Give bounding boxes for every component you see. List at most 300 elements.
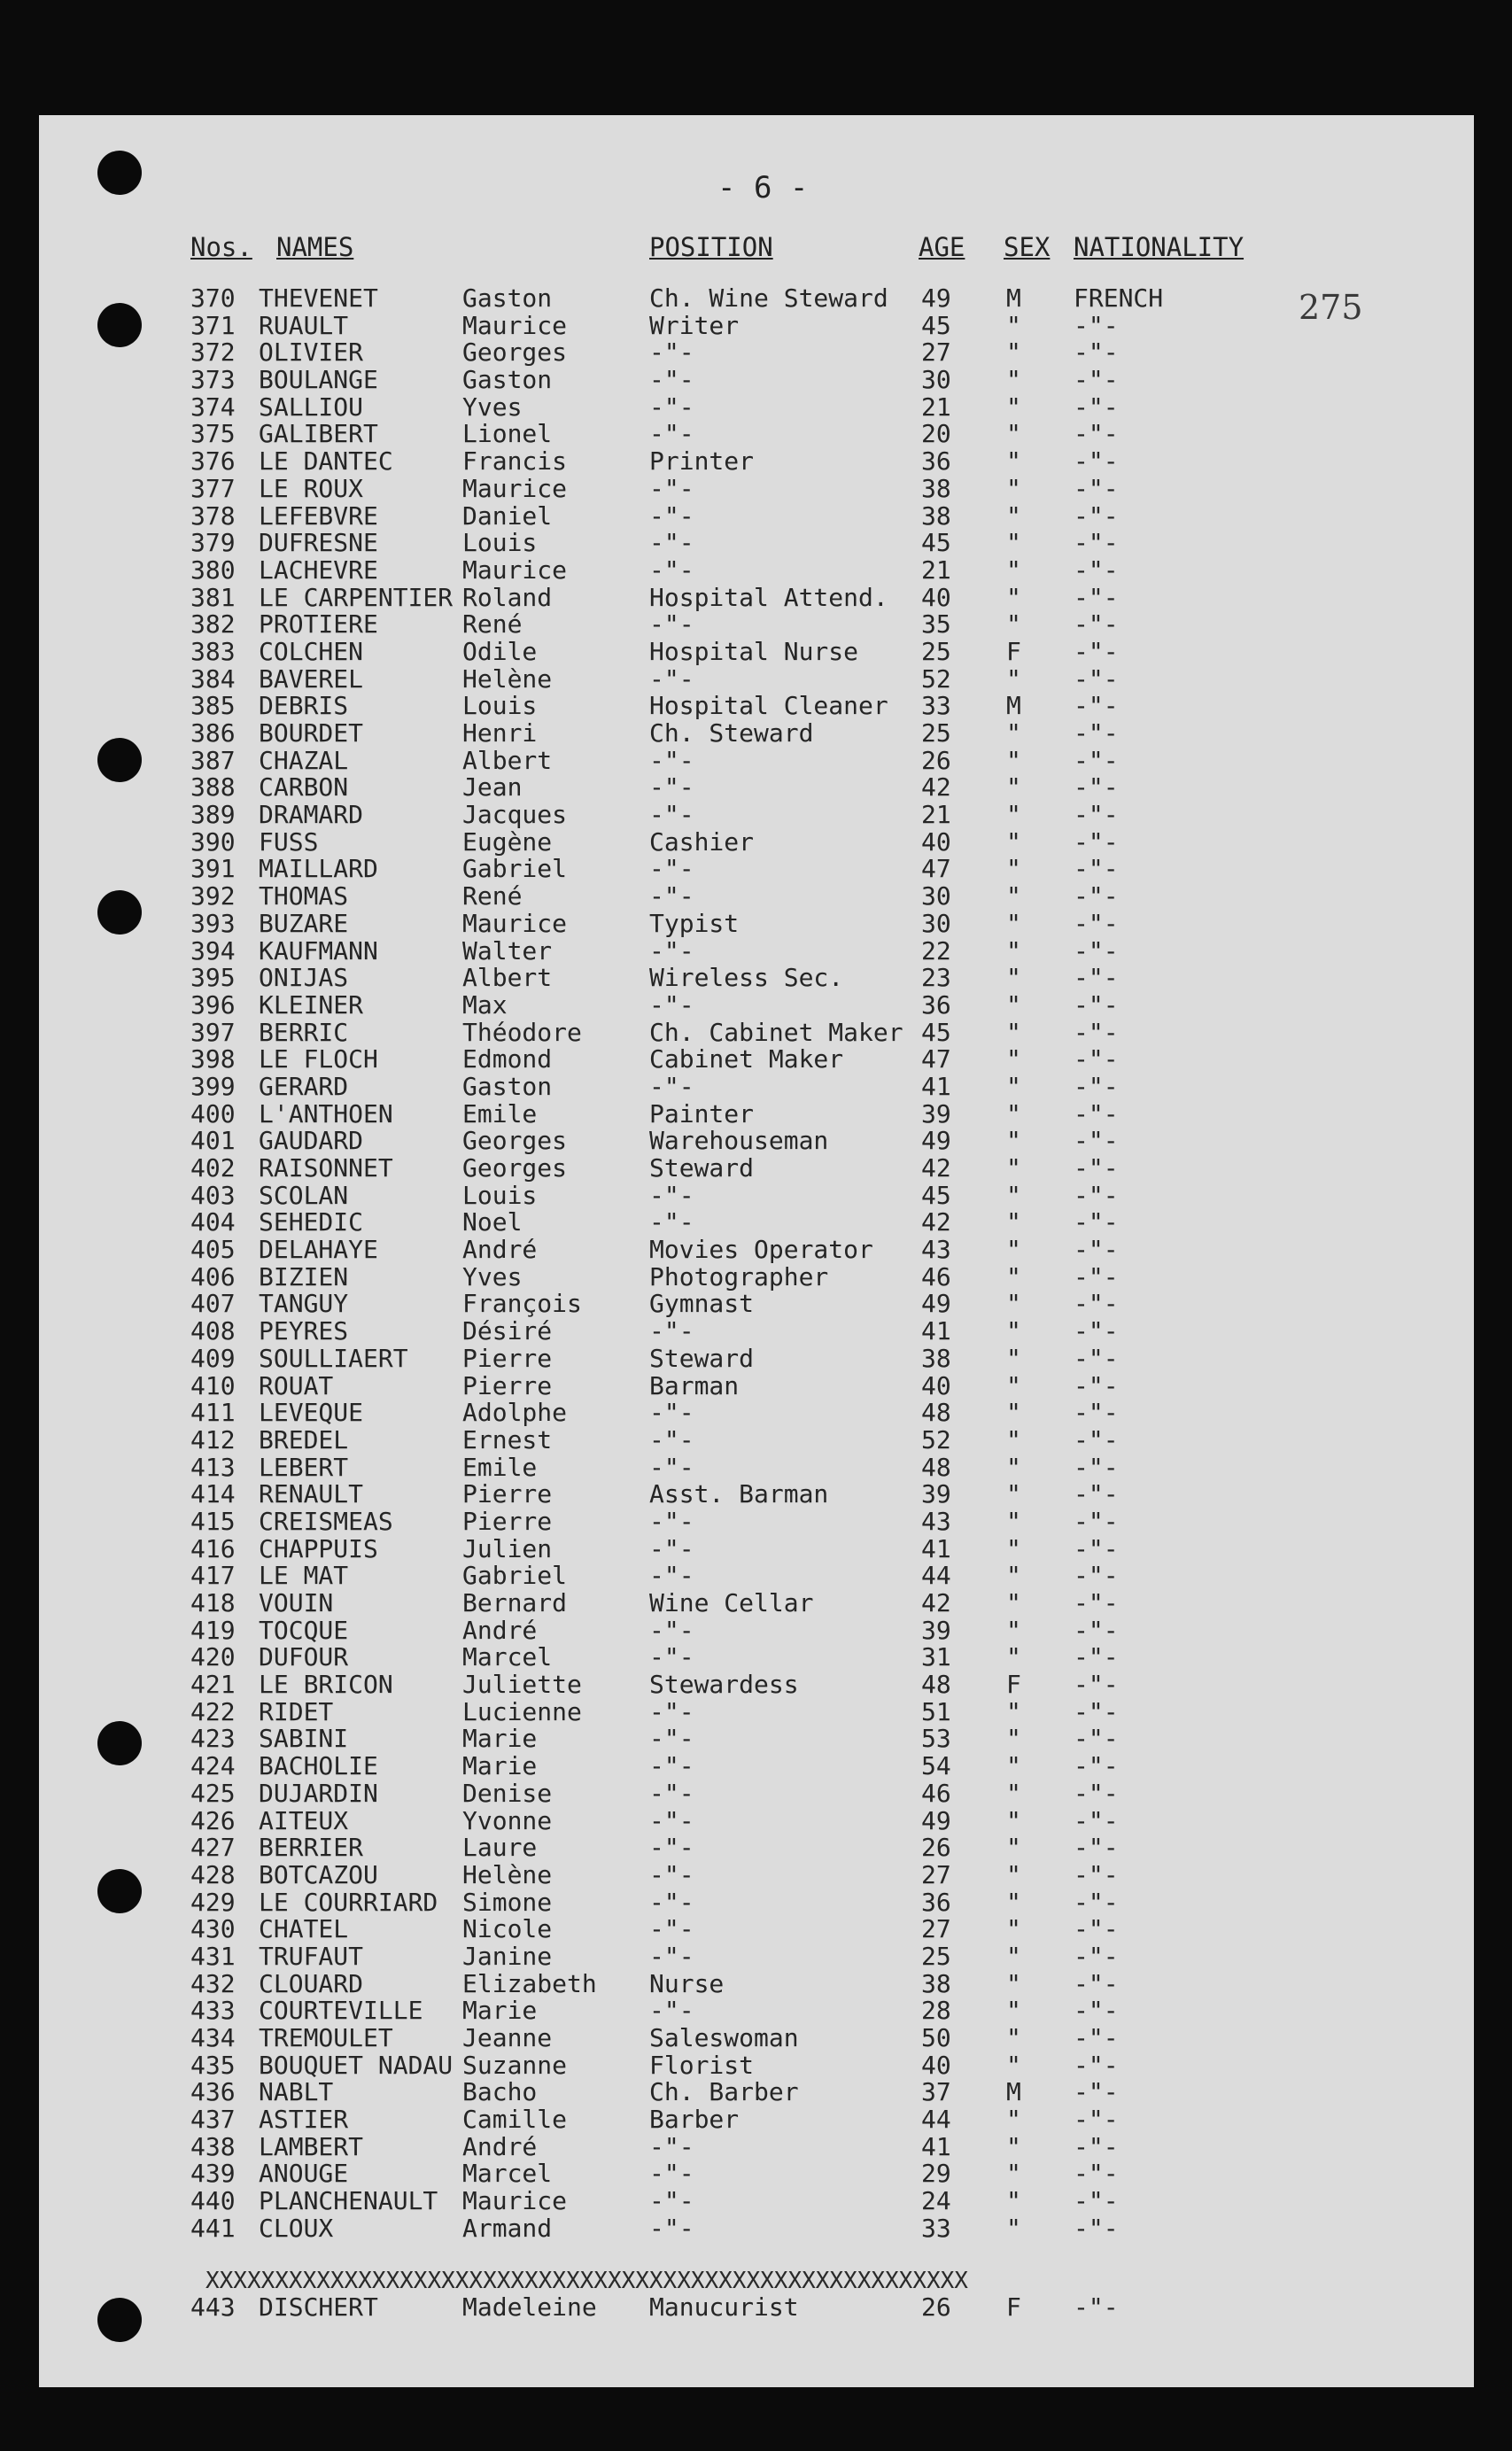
table-row [0, 1590, 1512, 1617]
row-number: 406 [190, 1261, 236, 1291]
row-sex: " [1006, 310, 1021, 340]
row-surname: LE BRICON [259, 1670, 393, 1700]
table-row [0, 339, 1512, 367]
row-nationality: -"- [1074, 2023, 1119, 2052]
row-position: -"- [649, 1207, 694, 1237]
row-nationality: -"- [1074, 1588, 1119, 1617]
row-sex: " [1006, 1071, 1021, 1101]
row-sex: " [1006, 555, 1021, 585]
row-sex: F [1006, 636, 1021, 666]
row-age: 38 [921, 500, 951, 531]
row-surname: DELAHAYE [259, 1235, 378, 1265]
row-position: -"- [649, 500, 694, 531]
row-nationality: -"- [1074, 826, 1119, 857]
row-first-name: Pierre [462, 1370, 553, 1400]
row-first-name: Juliette [462, 1670, 582, 1700]
row-position: -"- [649, 1506, 694, 1536]
row-number: 404 [190, 1207, 236, 1237]
row-first-name: Noel [462, 1207, 523, 1237]
row-number: 417 [190, 1561, 236, 1591]
row-nationality: -"- [1074, 2213, 1119, 2243]
table-row [0, 421, 1512, 448]
row-nationality: -"- [1074, 935, 1119, 966]
row-surname: LE CARPENTIER [259, 582, 454, 612]
row-age: 26 [921, 2292, 951, 2322]
table-row [0, 1617, 1512, 1645]
row-first-name: Janine [462, 1941, 553, 1971]
row-sex: M [1006, 691, 1021, 721]
row-sex: " [1006, 1398, 1021, 1428]
row-position: Typist [649, 908, 740, 938]
row-age: 40 [921, 826, 951, 857]
row-position: Florist [649, 2050, 755, 2080]
row-nationality: -"- [1074, 2159, 1119, 2189]
row-nationality: -"- [1074, 1805, 1119, 1835]
row-age: 52 [921, 663, 951, 694]
row-sex: " [1006, 1887, 1021, 1917]
row-number: 410 [190, 1370, 236, 1400]
row-first-name: Albert [462, 963, 553, 993]
row-age: 42 [921, 772, 951, 803]
row-first-name: Louis [462, 691, 538, 721]
row-number: 391 [190, 854, 236, 884]
row-nationality: -"- [1074, 745, 1119, 775]
row-number: 422 [190, 1696, 236, 1726]
row-first-name: Camille [462, 2105, 568, 2135]
row-position: Printer [649, 446, 755, 477]
row-sex: " [1006, 1452, 1021, 1482]
table-row [0, 1017, 1512, 1047]
row-sex: " [1006, 1098, 1021, 1129]
row-age: 21 [921, 555, 951, 585]
table-row [0, 1128, 1512, 1155]
row-nationality: -"- [1074, 1996, 1119, 2026]
row-first-name: Gabriel [462, 854, 568, 884]
row-age: 27 [921, 337, 951, 368]
row-first-name: Walter [462, 935, 553, 966]
row-nationality: -"- [1074, 2292, 1119, 2322]
table-row [0, 1943, 1512, 1971]
row-number: 385 [190, 691, 236, 721]
row-number: 408 [190, 1316, 236, 1346]
row-first-name: Julien [462, 1533, 553, 1563]
row-first-name: Maurice [462, 473, 568, 503]
table-row [0, 636, 1512, 666]
row-number: 431 [190, 1941, 236, 1971]
row-nationality: -"- [1074, 419, 1119, 449]
row-sex: " [1006, 1316, 1021, 1346]
row-position: -"- [649, 1696, 694, 1726]
row-sex: " [1006, 1859, 1021, 1889]
row-position: Gymnast [649, 1289, 755, 1319]
row-nationality: -"- [1074, 908, 1119, 938]
row-sex: " [1006, 365, 1021, 395]
table-row [0, 310, 1512, 340]
row-number: 396 [190, 989, 236, 1020]
header-sex: SEX [1004, 232, 1051, 262]
row-number: 436 [190, 2077, 236, 2107]
row-number: 399 [190, 1071, 236, 1101]
row-position: Barman [649, 1370, 740, 1400]
row-surname: LEVEQUE [259, 1398, 364, 1428]
row-number: 374 [190, 392, 236, 422]
table-row [0, 908, 1512, 938]
row-surname: LE FLOCH [259, 1044, 378, 1074]
table-row [0, 1696, 1512, 1726]
row-surname: CLOUARD [259, 1968, 364, 1998]
row-number: 432 [190, 1968, 236, 1998]
row-age: 36 [921, 1887, 951, 1917]
row-surname: NABLT [259, 2077, 334, 2107]
table-row [0, 1533, 1512, 1563]
row-position: Cashier [649, 826, 755, 857]
table-row [0, 394, 1512, 422]
row-position: -"- [649, 1833, 694, 1863]
table-row [0, 663, 1512, 694]
row-position: -"- [649, 935, 694, 966]
row-age: 46 [921, 1261, 951, 1291]
row-nationality: -"- [1074, 1615, 1119, 1645]
row-age: 49 [921, 283, 951, 313]
row-first-name: Armand [462, 2213, 553, 2243]
row-sex: " [1006, 1533, 1021, 1563]
row-sex: " [1006, 1370, 1021, 1400]
row-age: 26 [921, 1833, 951, 1863]
table-row [0, 1291, 1512, 1318]
row-sex: " [1006, 609, 1021, 640]
row-number: 419 [190, 1615, 236, 1645]
row-surname: SALLIOU [259, 392, 364, 422]
row-sex: " [1006, 1996, 1021, 2026]
row-sex: " [1006, 2131, 1021, 2161]
row-surname: DUJARDIN [259, 1778, 378, 1808]
row-surname: CREISMEAS [259, 1506, 393, 1536]
row-nationality: -"- [1074, 365, 1119, 395]
row-sex: " [1006, 1343, 1021, 1373]
row-nationality: -"- [1074, 1180, 1119, 1210]
header-position: POSITION [649, 232, 773, 262]
table-row [0, 2052, 1512, 2080]
row-nationality: -"- [1074, 1071, 1119, 1101]
row-first-name: Maurice [462, 555, 568, 585]
row-surname: THEVENET [259, 283, 378, 313]
table-row [0, 1261, 1512, 1291]
row-surname: COURTEVILLE [259, 1996, 423, 2026]
row-sex: " [1006, 1968, 1021, 1998]
row-number: 370 [190, 283, 236, 313]
row-position: Hospital Attend. [649, 582, 888, 612]
row-first-name: Théodore [462, 1017, 582, 1047]
row-number: 389 [190, 800, 236, 830]
row-sex: " [1006, 772, 1021, 803]
row-age: 41 [921, 1533, 951, 1563]
row-sex: " [1006, 935, 1021, 966]
row-age: 33 [921, 2213, 951, 2243]
row-nationality: -"- [1074, 1153, 1119, 1183]
table-row [0, 285, 1512, 313]
row-position: Warehouseman [649, 1126, 829, 1156]
row-first-name: Adolphe [462, 1398, 568, 1428]
row-sex: " [1006, 582, 1021, 612]
row-age: 44 [921, 2105, 951, 2135]
row-first-name: Maurice [462, 908, 568, 938]
row-sex: " [1006, 963, 1021, 993]
row-number: 394 [190, 935, 236, 966]
table-row [0, 1726, 1512, 1753]
row-age: 36 [921, 989, 951, 1020]
row-surname: TOCQUE [259, 1615, 349, 1645]
row-nationality: -"- [1074, 963, 1119, 993]
row-position: Ch. Cabinet Maker [649, 1017, 903, 1047]
row-position: -"- [649, 1941, 694, 1971]
row-first-name: Maurice [462, 2186, 568, 2216]
table-row [0, 1454, 1512, 1482]
row-surname: LAMBERT [259, 2131, 364, 2161]
row-position: -"- [649, 337, 694, 368]
table-row [0, 2025, 1512, 2052]
row-surname: L'ANTHOEN [259, 1098, 393, 1129]
crew-list [0, 285, 1512, 2243]
row-sex: " [1006, 392, 1021, 422]
row-first-name: Roland [462, 582, 553, 612]
row-first-name: Albert [462, 745, 553, 775]
row-number: 376 [190, 446, 236, 477]
row-nationality: -"- [1074, 1017, 1119, 1047]
row-position: -"- [649, 1398, 694, 1428]
row-nationality: -"- [1074, 582, 1119, 612]
row-position: -"- [649, 1615, 694, 1645]
row-surname: ANOUGE [259, 2159, 349, 2189]
table-row [0, 1506, 1512, 1536]
row-first-name: Bacho [462, 2077, 538, 2107]
row-first-name: Marcel [462, 2159, 553, 2189]
row-sex: " [1006, 1153, 1021, 1183]
row-number: 429 [190, 1887, 236, 1917]
row-number: 439 [190, 2159, 236, 2189]
row-sex: " [1006, 1261, 1021, 1291]
table-row [0, 693, 1512, 720]
row-position: -"- [649, 2131, 694, 2161]
row-nationality: FRENCH [1074, 283, 1164, 313]
row-nationality: -"- [1074, 1398, 1119, 1428]
row-number: 428 [190, 1859, 236, 1889]
row-first-name: André [462, 2131, 538, 2161]
row-surname: CARBON [259, 772, 349, 803]
row-first-name: Pierre [462, 1479, 553, 1509]
row-sex: " [1006, 1588, 1021, 1617]
row-nationality: -"- [1074, 1343, 1119, 1373]
row-sex: " [1006, 1724, 1021, 1754]
row-sex: " [1006, 1479, 1021, 1509]
row-position: -"- [649, 1805, 694, 1835]
row-position: Stewardess [649, 1670, 799, 1700]
row-first-name: Pierre [462, 1506, 553, 1536]
row-age: 22 [921, 935, 951, 966]
row-number: 379 [190, 528, 236, 558]
row-nationality: -"- [1074, 1670, 1119, 1700]
row-nationality: -"- [1074, 1642, 1119, 1672]
row-sex: " [1006, 1696, 1021, 1726]
row-number: 380 [190, 555, 236, 585]
row-position: Wireless Sec. [649, 963, 844, 993]
row-number: 401 [190, 1126, 236, 1156]
row-sex: " [1006, 1778, 1021, 1808]
row-age: 30 [921, 908, 951, 938]
row-surname: THOMAS [259, 881, 349, 911]
row-sex: " [1006, 419, 1021, 449]
table-row [0, 1370, 1512, 1400]
row-surname: RENAULT [259, 1479, 364, 1509]
row-age: 40 [921, 2050, 951, 2080]
row-first-name: Daniel [462, 500, 553, 531]
row-number: 437 [190, 2105, 236, 2135]
table-row [0, 856, 1512, 883]
row-age: 38 [921, 1968, 951, 1998]
row-number: 440 [190, 2186, 236, 2216]
row-first-name: Marcel [462, 1642, 553, 1672]
row-sex: " [1006, 1914, 1021, 1944]
row-number: 382 [190, 609, 236, 640]
row-surname: CLOUX [259, 2213, 334, 2243]
row-number: 383 [190, 636, 236, 666]
row-sex: " [1006, 854, 1021, 884]
row-sex: " [1006, 1289, 1021, 1319]
row-surname: BOTCAZOU [259, 1859, 378, 1889]
row-number: 416 [190, 1533, 236, 1563]
row-number: 387 [190, 745, 236, 775]
row-first-name: Helène [462, 663, 553, 694]
row-surname: DISCHERT [259, 2292, 378, 2322]
table-row [0, 1889, 1512, 1917]
row-age: 45 [921, 310, 951, 340]
row-surname: GAUDARD [259, 1126, 364, 1156]
row-position: -"- [649, 1452, 694, 1482]
row-nationality: -"- [1074, 337, 1119, 368]
table-row [0, 965, 1512, 992]
row-nationality: -"- [1074, 800, 1119, 830]
row-first-name: Gaston [462, 283, 553, 313]
row-age: 49 [921, 1126, 951, 1156]
table-row [0, 1997, 1512, 2025]
row-number: 373 [190, 365, 236, 395]
row-number: 390 [190, 826, 236, 857]
table-row [0, 2160, 1512, 2188]
row-first-name: Simone [462, 1887, 553, 1917]
row-position: -"- [649, 1533, 694, 1563]
row-position: -"- [649, 528, 694, 558]
row-first-name: Gaston [462, 365, 553, 395]
row-age: 25 [921, 718, 951, 748]
row-number: 402 [190, 1153, 236, 1183]
row-surname: TRUFAUT [259, 1941, 364, 1971]
row-first-name: Edmond [462, 1044, 553, 1074]
table-row [0, 802, 1512, 829]
table-row [0, 1237, 1512, 1264]
row-nationality: -"- [1074, 1452, 1119, 1482]
row-surname: BAVEREL [259, 663, 364, 694]
row-sex: M [1006, 283, 1021, 313]
table-row [0, 1916, 1512, 1943]
row-sex: " [1006, 1833, 1021, 1863]
row-nationality: -"- [1074, 1235, 1119, 1265]
row-surname: DEBRIS [259, 691, 349, 721]
row-age: 39 [921, 1479, 951, 1509]
row-surname: BACHOLIE [259, 1751, 378, 1781]
row-sex: F [1006, 2292, 1021, 2322]
row-age: 25 [921, 1941, 951, 1971]
row-number: 386 [190, 718, 236, 748]
row-sex: " [1006, 1751, 1021, 1781]
row-position: Hospital Nurse [649, 636, 859, 666]
row-surname: BREDEL [259, 1424, 349, 1454]
row-surname: PLANCHENAULT [259, 2186, 438, 2216]
row-surname: LEBERT [259, 1452, 349, 1482]
row-position: -"- [649, 1996, 694, 2026]
row-sex: " [1006, 2159, 1021, 2189]
row-age: 39 [921, 1098, 951, 1129]
row-position: -"- [649, 800, 694, 830]
row-nationality: -"- [1074, 392, 1119, 422]
row-nationality: -"- [1074, 2050, 1119, 2080]
row-position: -"- [649, 989, 694, 1020]
row-nationality: -"- [1074, 310, 1119, 340]
row-age: 48 [921, 1452, 951, 1482]
row-surname: BOULANGE [259, 365, 378, 395]
row-nationality: -"- [1074, 1098, 1119, 1129]
row-surname: RUAULT [259, 310, 349, 340]
row-age: 52 [921, 1424, 951, 1454]
row-nationality: -"- [1074, 1289, 1119, 1319]
row-age: 29 [921, 2159, 951, 2189]
last-entry [0, 2294, 1512, 2322]
row-surname: BERRIER [259, 1833, 364, 1863]
table-row [0, 1424, 1512, 1454]
row-first-name: Yvonne [462, 1805, 553, 1835]
table-row [0, 745, 1512, 775]
row-age: 30 [921, 365, 951, 395]
row-sex: " [1006, 2105, 1021, 2135]
table-row [0, 582, 1512, 612]
row-first-name: Laure [462, 1833, 538, 1863]
row-age: 43 [921, 1235, 951, 1265]
header-nos: Nos. [190, 232, 252, 262]
row-surname: BOURDET [259, 718, 364, 748]
row-first-name: Helène [462, 1859, 553, 1889]
row-age: 27 [921, 1914, 951, 1944]
table-row [0, 2131, 1512, 2161]
table-row [0, 935, 1512, 966]
row-number: 438 [190, 2131, 236, 2161]
row-number: 371 [190, 310, 236, 340]
table-row [0, 1968, 1512, 1998]
row-first-name: Lionel [462, 419, 553, 449]
table-row [0, 883, 1512, 911]
header-age: AGE [919, 232, 965, 262]
row-position: Steward [649, 1343, 755, 1373]
row-sex: " [1006, 663, 1021, 694]
row-surname: LE MAT [259, 1561, 349, 1591]
table-row [0, 1753, 1512, 1780]
row-position: -"- [649, 772, 694, 803]
table-row [0, 1046, 1512, 1074]
page-stamp: 275 [1299, 288, 1363, 327]
row-position: Cabinet Maker [649, 1044, 844, 1074]
row-surname: PEYRES [259, 1316, 349, 1346]
row-number: 393 [190, 908, 236, 938]
row-age: 40 [921, 582, 951, 612]
row-age: 42 [921, 1207, 951, 1237]
row-number: 418 [190, 1588, 236, 1617]
